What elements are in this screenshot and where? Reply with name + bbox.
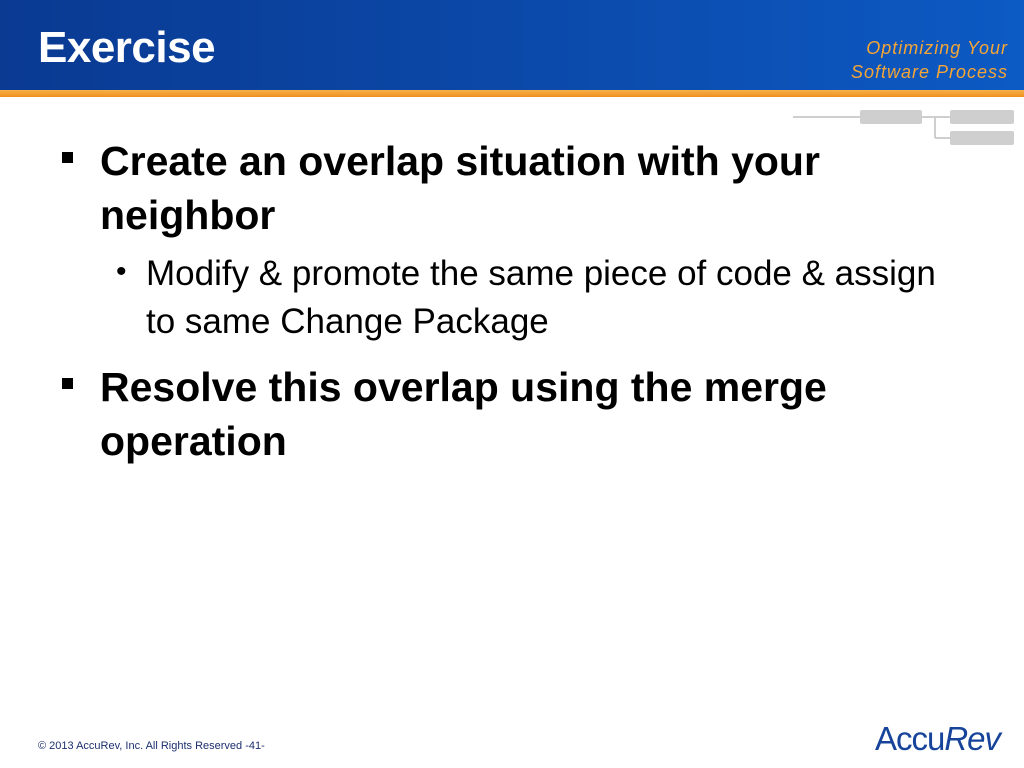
tagline xyxy=(708,36,1008,84)
bullet-1-text: Create an overlap situation with your neighbor xyxy=(100,138,820,238)
accurev-logo xyxy=(875,720,1000,758)
footer-copyright: © 2013 AccuRev, Inc. All Rights Reserved -41- xyxy=(38,740,265,752)
square-bullet-icon xyxy=(62,378,73,389)
bullet-2-text: Resolve this overlap using the merge operation xyxy=(100,364,827,464)
sub-bullet-1 xyxy=(116,250,936,346)
sub-bullet-1-text: Modify & promote the same piece of code & assign to same Change Package xyxy=(146,254,936,341)
slide-title: Exercise xyxy=(38,23,216,72)
logo-part-1: Accu xyxy=(874,720,945,757)
round-bullet-icon: • xyxy=(116,255,127,288)
square-bullet-icon xyxy=(62,152,73,163)
logo-part-2: Rev xyxy=(944,720,1000,757)
tagline-line-2: Software Process xyxy=(850,62,1008,82)
bullet-1 xyxy=(62,134,962,242)
bullet-2 xyxy=(62,360,962,468)
tagline-line-1: Optimizing Your xyxy=(866,38,1008,58)
header-accent-bar xyxy=(0,90,1024,97)
